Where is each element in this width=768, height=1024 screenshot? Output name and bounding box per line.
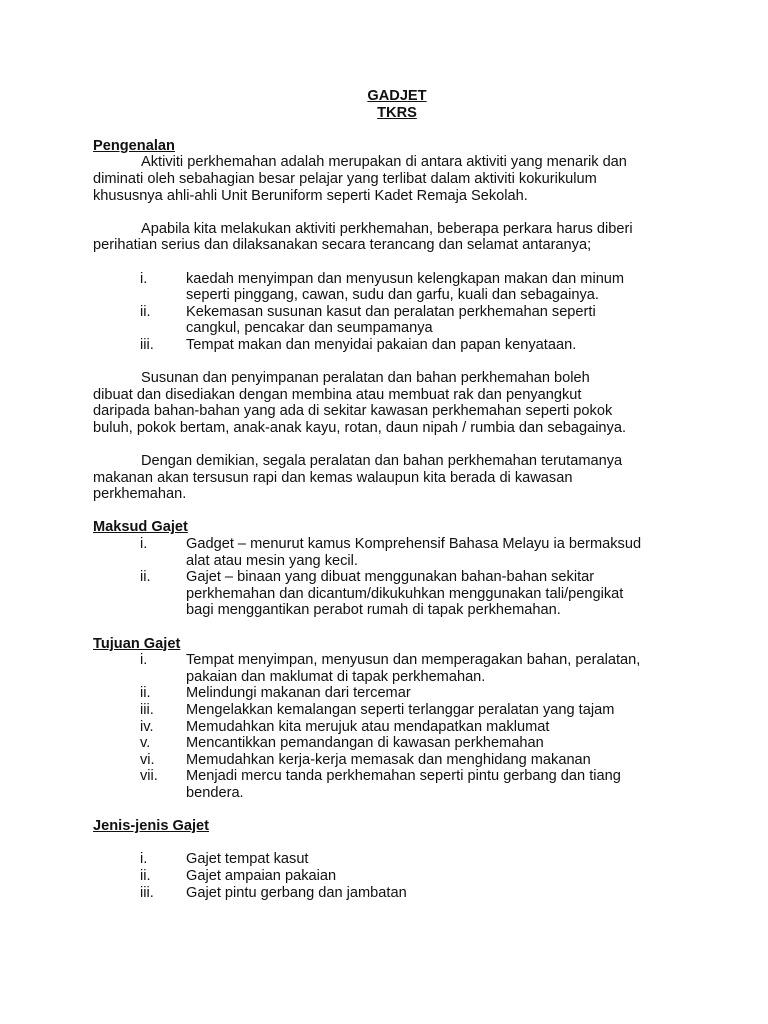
list-item-line: perkhemahan dan dicantum/dikukuhkan menggunakan tali/pengikat: [186, 585, 624, 602]
list-item-number: iii.: [140, 336, 154, 353]
list-item: [93, 685, 693, 702]
spacer: [93, 204, 693, 221]
paragraph-intro-2: [93, 221, 693, 254]
list-item-line: bagi menggantikan perabot rumah di tapak perkhemahan.: [186, 602, 561, 619]
spacer: [93, 619, 693, 636]
list-item-text: Mengelakkan kemalangan seperti terlanggar peralatan yang tajam: [186, 701, 615, 718]
list-item-number: i.: [140, 536, 148, 553]
list-item-number: i.: [140, 652, 148, 669]
paragraph-line: Dengan demikian, segala peralatan dan bahan perkhemahan terutamanya: [141, 453, 623, 470]
spacer: [93, 503, 693, 520]
paragraph-intro-4: [93, 453, 693, 503]
paragraph-intro-1: [93, 154, 693, 204]
list-item-line: seperti pinggang, cawan, sudu dan garfu, kuali dan sebagainya.: [186, 287, 599, 304]
paragraph-line: Susunan dan penyimpanan peralatan dan bahan perkhemahan boleh: [141, 370, 590, 387]
list-item: [93, 536, 693, 569]
paragraph-line: Apabila kita melakukan aktiviti perkhemahan, beberapa perkara harus diberi: [141, 220, 633, 237]
list-item-text: [186, 768, 693, 801]
document-page: [93, 88, 693, 901]
list-item-line: alat atau mesin yang kecil.: [186, 552, 358, 569]
spacer: [93, 121, 693, 138]
list-item-text: [186, 652, 693, 685]
list-item-number: ii.: [140, 867, 151, 884]
paragraph-line: perihatian serius dan dilaksanakan secara terancang dan selamat antaranya;: [93, 237, 592, 254]
list-item-line: bendera.: [186, 784, 244, 801]
list-item: [93, 337, 693, 354]
list-item: [93, 271, 693, 304]
section-heading-tujuan: Tujuan Gajet: [93, 635, 181, 652]
section-heading-jenis: Jenis-jenis Gajet: [93, 818, 209, 835]
paragraph-intro-3: [93, 370, 693, 436]
list-item-text: [186, 304, 693, 337]
list-item: [93, 719, 693, 736]
paragraph-line: makanan akan tersusun rapi dan kemas walaupun kita berada di kawasan: [93, 469, 573, 486]
spacer: [93, 835, 693, 852]
paragraph-line: Aktiviti perkhemahan adalah merupakan di antara aktiviti yang menarik dan: [141, 154, 627, 171]
list-item-number: ii.: [140, 569, 151, 586]
list-item: [93, 702, 693, 719]
list-item: [93, 304, 693, 337]
paragraph-line: buluh, pokok bertam, anak-anak kayu, rotan, daun nipah / rumbia dan sebagainya.: [93, 419, 627, 436]
paragraph-line: dibuat dan disediakan dengan membina atau membuat rak dan penyangkut: [93, 386, 582, 403]
list-item: [93, 868, 693, 885]
list-item-number: vii.: [140, 768, 158, 785]
list-item-line: pakaian dan maklumat di tapak perkhemahan.: [186, 668, 486, 685]
list-item-text: Gajet pintu gerbang dan jambatan: [186, 884, 407, 901]
list-item-line: cangkul, pencakar dan seumpamanya: [186, 320, 433, 337]
list-item-line: Kekemasan susunan kasut dan peralatan perkhemahan seperti: [186, 303, 596, 320]
list-item-number: ii.: [140, 303, 151, 320]
paragraph-line: khususnya ahli-ahli Unit Beruniform seperti Kadet Remaja Sekolah.: [93, 187, 528, 204]
list-item: [93, 652, 693, 685]
list-item-line: Tempat makan dan menyidai pakaian dan papan kenyataan.: [186, 336, 577, 353]
list-item-line: Gadget – menurut kamus Komprehensif Bahasa Melayu ia bermaksud: [186, 536, 642, 553]
list-item-number: ii.: [140, 685, 151, 702]
list-item-text: Gajet tempat kasut: [186, 851, 309, 868]
list-item-text: Gajet ampaian pakaian: [186, 867, 337, 884]
spacer: [93, 254, 693, 271]
list-item-text: [186, 271, 693, 304]
list-item: [93, 569, 693, 619]
list-item-text: [186, 536, 693, 569]
document-title-line2: TKRS: [377, 104, 417, 121]
list-item-text: Memudahkan kita merujuk atau mendapatkan maklumat: [186, 718, 550, 735]
list-item-text: Memudahkan kerja-kerja memasak dan menghidang makanan: [186, 751, 591, 768]
list-item-number: vi.: [140, 751, 155, 768]
list-item-line: kaedah menyimpan dan menyusun kelengkapan makan dan minum: [186, 270, 625, 287]
list-item: [93, 735, 693, 752]
list-item-line: Gajet – binaan yang dibuat menggunakan bahan-bahan sekitar: [186, 569, 595, 586]
list-item-line: Tempat menyimpan, menyusun dan memperagakan bahan, peralatan,: [186, 652, 641, 669]
paragraph-line: daripada bahan-bahan yang ada di sekitar kawasan perkhemahan seperti pokok: [93, 403, 613, 420]
spacer: [93, 802, 693, 819]
document-title-line1: GADJET: [367, 88, 427, 104]
list-item-number: iv.: [140, 718, 154, 735]
list-item-text: Melindungi makanan dari tercemar: [186, 685, 411, 702]
list-item-number: iii.: [140, 701, 154, 718]
spacer: [93, 436, 693, 453]
list-item-text: [186, 337, 693, 354]
section-heading-pengenalan: Pengenalan: [93, 137, 175, 154]
list-item-text: Mencantikkan pemandangan di kawasan perkhemahan: [186, 735, 544, 752]
list-item: [93, 768, 693, 801]
list-item: [93, 851, 693, 868]
section-heading-maksud: Maksud Gajet: [93, 519, 188, 536]
list-item-number: iii.: [140, 884, 154, 901]
list-item-text: [186, 569, 693, 619]
paragraph-line: diminati oleh sebahagian besar pelajar yang terlibat dalam aktiviti kokurikulum: [93, 170, 597, 187]
list-item-line: Menjadi mercu tanda perkhemahan seperti pintu gerbang dan tiang: [186, 768, 621, 785]
list-item-number: i.: [140, 270, 148, 287]
list-item-number: v.: [140, 735, 151, 752]
list-item: [93, 885, 693, 902]
spacer: [93, 354, 693, 371]
list-item: [93, 752, 693, 769]
paragraph-line: perkhemahan.: [93, 486, 187, 503]
list-item-number: i.: [140, 851, 148, 868]
